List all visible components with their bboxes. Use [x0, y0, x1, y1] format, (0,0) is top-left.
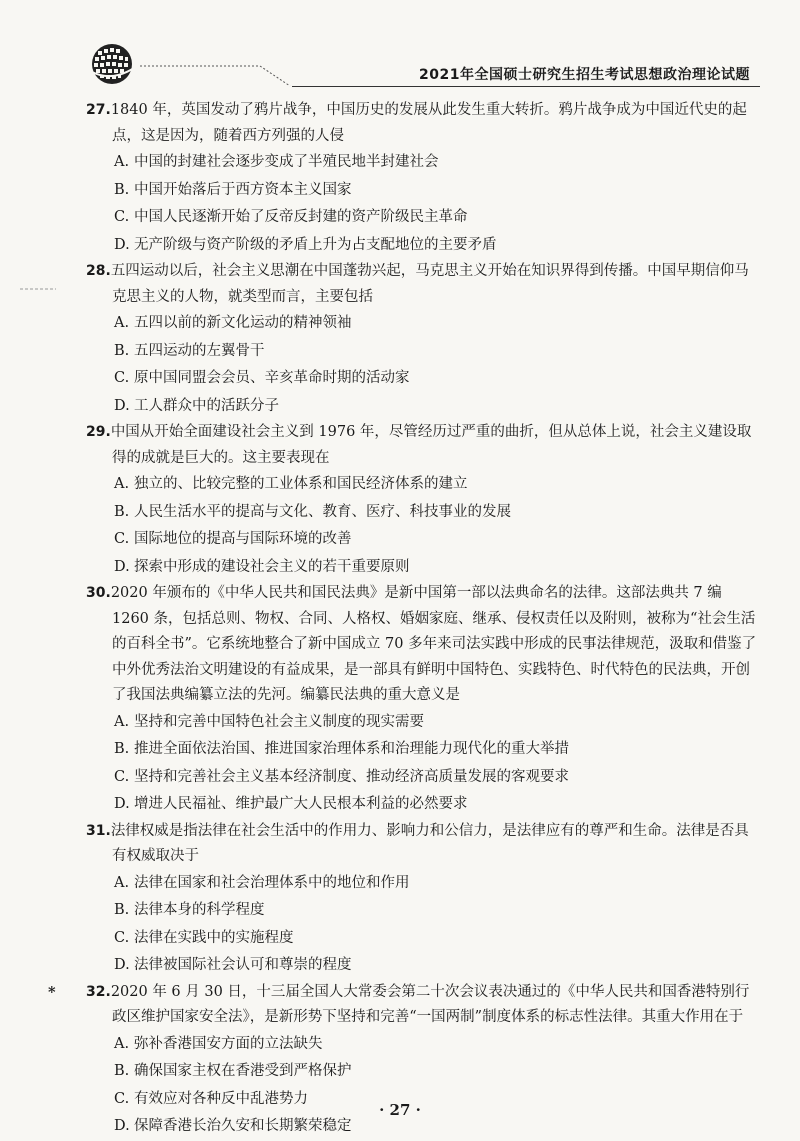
option-text: 法律在国家和社会治理体系中的地位和作用	[134, 874, 410, 891]
question-number: 31.	[86, 822, 111, 839]
option-letter: B.	[114, 503, 130, 520]
option-a	[86, 709, 762, 737]
question-text: 五四运动以后，社会主义思潮在中国蓬勃兴起，马克思主义开始在知识界得到传播。中国早期信仰马克思主义的人物，就类型而言，主要包括	[110, 263, 749, 305]
option-text: 探索中形成的建设社会主义的若干重要原则	[134, 558, 410, 575]
question-stem	[86, 581, 762, 709]
option-text: 弥补香港国安方面的立法缺失	[134, 1035, 323, 1052]
option-text: 无产阶级与资产阶级的矛盾上升为占支配地位的主要矛盾	[134, 236, 497, 253]
option-letter: A.	[114, 476, 130, 492]
option-letter: A.	[114, 713, 130, 730]
question-stem: * 32.2020 年 6 月 30 日，十三届全国人大常委会第二十次会议表决通过的《中华人民共和国香港特别行政区维护国家安全法》，是新形势下坚持和完善“一国两制”制度体系的标志性法律。其重大作用在于	[48, 983, 750, 1025]
question-text: 2020 年 6 月 30 日，十三届全国人大常委会第二十次会议表决通过的《中华人民共和国香港特别行政区维护国家安全法》，是新形势下坚持和完善“一国两制”制度体系的标志性法律。其重大作用在于	[110, 983, 750, 1025]
option-letter: D.	[114, 397, 130, 414]
option-letter: D.	[114, 558, 130, 575]
option-a	[86, 149, 762, 177]
option-letter: A.	[114, 874, 130, 891]
header-dotted-rule-icon	[140, 64, 292, 88]
option-d	[86, 791, 762, 819]
option-text: 原中国同盟会会员、辛亥革命时期的活动家	[134, 370, 410, 386]
option-text: 独立的、比较完整的工业体系和国民经济体系的建立	[134, 476, 468, 492]
option-c	[86, 925, 762, 953]
option-b	[86, 736, 762, 764]
option-text: 国际地位的提高与国际环境的改善	[134, 531, 352, 547]
option-letter: C.	[114, 929, 130, 946]
option-text: 中国人民逐渐开始了反帝反封建的资产阶级民主革命	[134, 209, 468, 225]
question-number: 27.	[86, 102, 111, 118]
question-stem	[86, 98, 762, 149]
option-text: 法律本身的科学程度	[134, 902, 265, 918]
question-31	[86, 819, 762, 980]
question-28	[86, 259, 762, 420]
option-text: 中国开始落后于西方资本主义国家	[134, 181, 352, 198]
question-number: 30.	[86, 585, 111, 601]
option-d	[86, 232, 762, 260]
option-text: 保障香港长治久安和长期繁荣稳定	[134, 1118, 352, 1134]
globe-logo-icon	[90, 42, 134, 86]
option-letter: D.	[114, 796, 130, 812]
option-letter: A.	[114, 1035, 130, 1052]
page-number: · 27 ·	[379, 1101, 421, 1119]
option-letter: C.	[114, 370, 130, 386]
question-number: 32.	[86, 983, 111, 1000]
option-text: 增进人民福祉、维护最广大人民根本利益的必然要求	[134, 796, 468, 812]
option-letter: D.	[114, 957, 130, 973]
question-number: 28.	[86, 263, 111, 279]
option-letter: C.	[114, 209, 130, 225]
option-b	[86, 897, 762, 925]
option-text: 推进全面依法治国、推进国家治理体系和治理能力现代化的重大举措	[134, 741, 569, 757]
option-letter: A.	[114, 315, 130, 331]
option-a	[86, 310, 762, 338]
option-letter: C.	[114, 768, 130, 785]
option-letter: B.	[114, 1063, 130, 1079]
option-c	[86, 204, 762, 232]
question-29	[86, 420, 762, 581]
option-letter: B.	[114, 741, 130, 757]
option-b	[86, 1058, 762, 1086]
option-text: 法律被国际社会认可和尊崇的程度	[134, 957, 352, 973]
option-d	[86, 952, 762, 980]
question-30	[86, 581, 762, 819]
option-text: 人民生活水平的提高与文化、教育、医疗、科技事业的发展	[134, 503, 511, 520]
option-letter: D.	[114, 236, 130, 253]
option-letter: D.	[114, 1118, 130, 1134]
option-text: 五四运动的左翼骨干	[134, 342, 265, 359]
option-text: 五四以前的新文化运动的精神领袖	[134, 315, 352, 331]
question-stem	[86, 420, 762, 471]
option-text: 坚持和完善中国特色社会主义制度的现实需要	[134, 713, 424, 730]
page-header	[0, 0, 800, 100]
option-a	[86, 870, 762, 898]
question-text: 2020 年颁布的《中华人民共和国民法典》是新中国第一部以法典命名的法律。这部法典共 7 编 1260 条，包括总则、物权、合同、人格权、婚姻家庭、继承、侵权责任以及附则，被称为“社会生活的百科全书”。它系统地整合了新中国成立 70 多年来司法实践中形成的民事法律规范，汲取和借鉴了中外优秀法治文明建设的有益成果，是一部具有鲜明中国特色、实践特色、时代特色的民法典，开创了我国法典编纂立法的先河。编纂民法典的重大意义是	[110, 585, 757, 703]
option-letter: B.	[114, 181, 130, 198]
question-27	[86, 98, 762, 259]
option-text: 坚持和完善社会主义基本经济制度、推动经济高质量发展的客观要求	[134, 768, 569, 785]
question-text: 1840 年，英国发动了鸦片战争，中国历史的发展从此发生重大转折。鸦片战争成为中国近代史的起点，这是因为，随着西方列强的人侵	[110, 102, 747, 144]
option-c	[86, 365, 762, 393]
option-text: 工人群众中的活跃分子	[134, 397, 279, 414]
option-letter: C.	[114, 531, 130, 547]
question-list	[48, 98, 762, 1141]
question-number: 29.	[86, 424, 111, 440]
option-text: 法律在实践中的实施程度	[134, 929, 294, 946]
option-letter: B.	[114, 902, 130, 918]
option-text: 确保国家主权在香港受到严格保护	[134, 1063, 352, 1079]
option-a	[86, 1031, 762, 1059]
option-d	[86, 554, 762, 582]
scan-speck-icon	[20, 286, 56, 292]
question-text: 法律权威是指法律在社会生活中的作用力、影响力和公信力，是法律应有的尊严和生命。法律是否具有权威取决于	[110, 822, 749, 864]
option-text: 中国的封建社会逐步变成了半殖民地半封建社会	[134, 154, 439, 170]
option-a	[86, 471, 762, 499]
option-letter: A.	[114, 154, 130, 170]
exam-title: 2021年全国硕士研究生招生考试思想政治理论试题	[419, 67, 750, 83]
option-b	[86, 338, 762, 366]
option-c	[86, 764, 762, 792]
question-stem	[86, 259, 762, 310]
option-d	[86, 393, 762, 421]
option-text: 有效应对各种反中乱港势力	[134, 1090, 308, 1107]
option-letter: C.	[114, 1090, 130, 1107]
option-b	[86, 177, 762, 205]
question-stem	[86, 819, 762, 870]
question-text: 中国从开始全面建设社会主义到 1976 年，尽管经历过严重的曲折，但从总体上说，社会主义建设取得的成就是巨大的。这主要表现在	[110, 424, 752, 466]
header-rule	[292, 86, 760, 87]
option-c	[86, 526, 762, 554]
option-letter: B.	[114, 342, 130, 359]
option-b	[86, 499, 762, 527]
